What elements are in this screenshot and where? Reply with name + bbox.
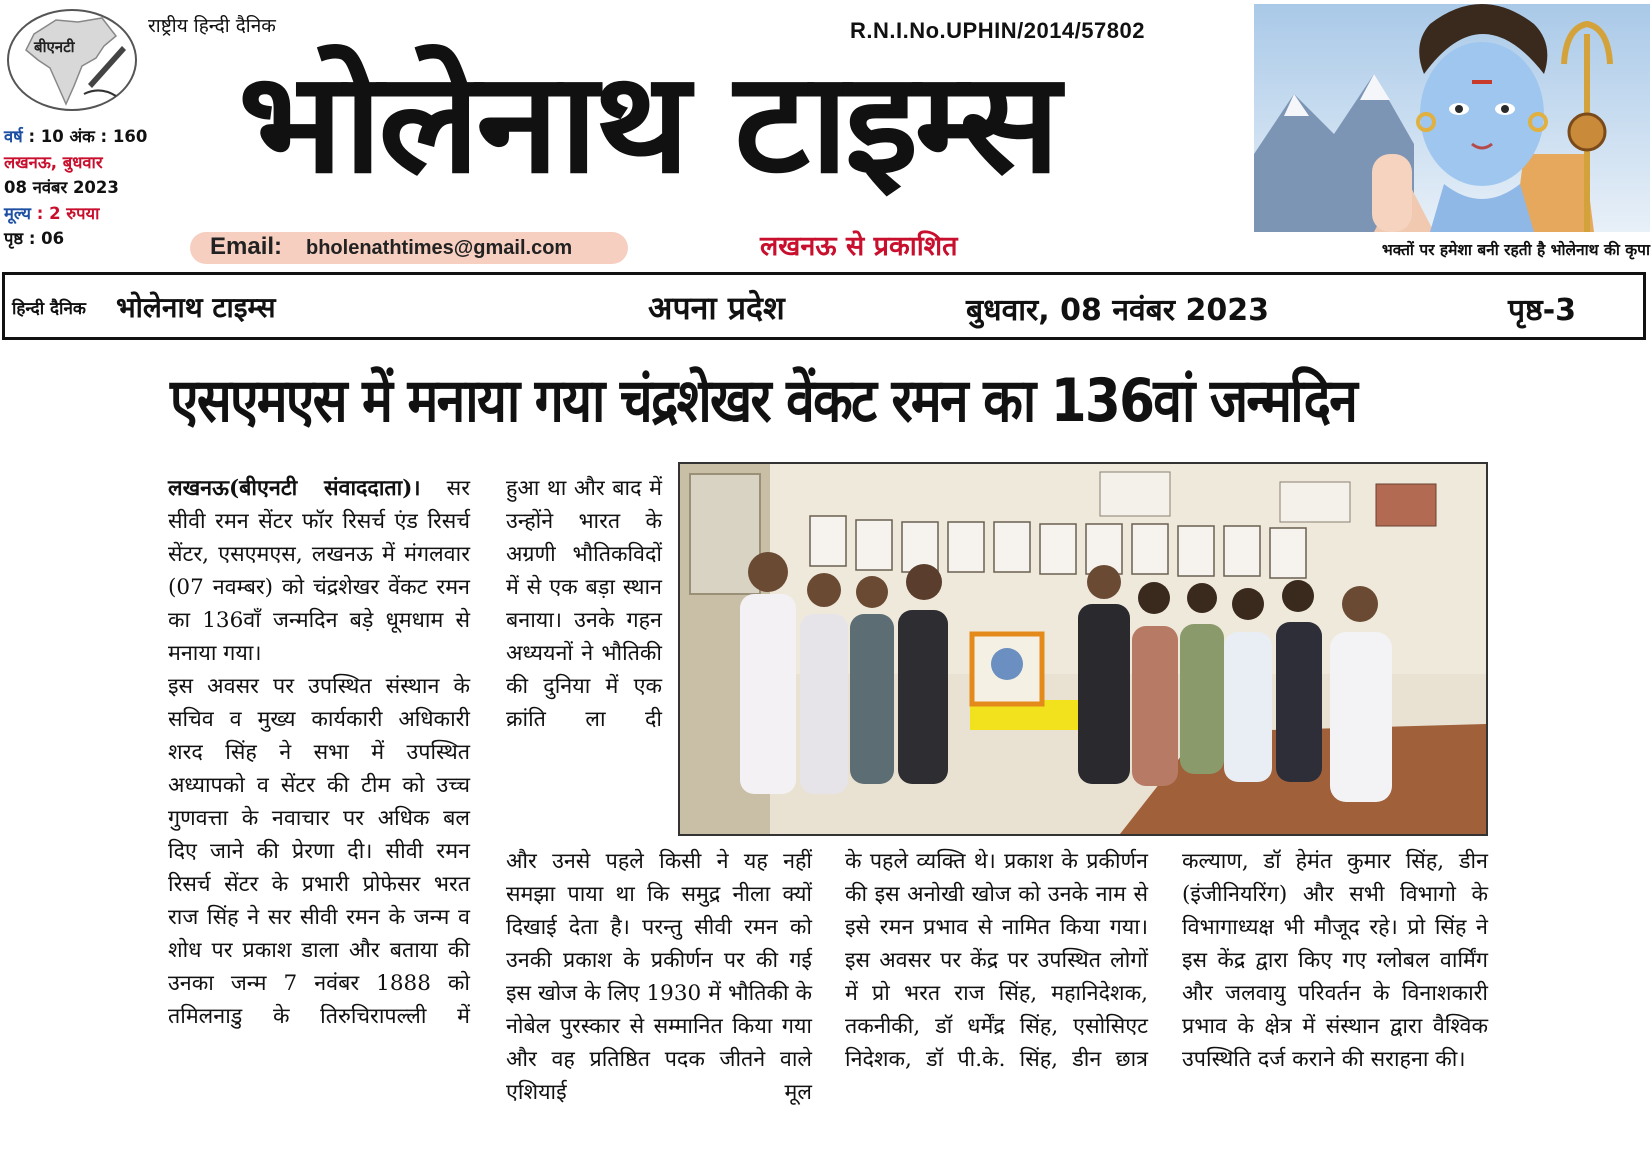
issue-date: 08 नवंबर 2023 bbox=[4, 178, 119, 197]
folio-paper-name: भोलेनाथ टाइम्स bbox=[116, 291, 276, 324]
dateline: लखनऊ(बीएनटी संवाददाता)। bbox=[168, 476, 421, 501]
deity-image bbox=[1254, 4, 1650, 232]
folio-section: अपना प्रदेश bbox=[648, 289, 785, 327]
logo-text: बीएनटी bbox=[34, 38, 75, 56]
event-photo bbox=[678, 462, 1488, 836]
article-paragraph bbox=[168, 472, 470, 670]
price-value: : 2 रुपया bbox=[36, 203, 100, 223]
volume-value: : 10 अंक : 160 bbox=[28, 127, 148, 146]
article-headline: एसएमएस में मनाया गया चंद्रशेखर वेंकट रमन का 136वां जन्मदिन bbox=[170, 366, 1357, 436]
paragraph-text: सर सीवी रमन सेंटर फॉर रिसर्च एंड रिसर्च सेंटर, एसएमएस, लखनऊ में मंगलवार (07 नवम्बर) को चंद्रशेखर वेंकट रमन का 136वाँ जन्मदिन बड़े धूमधाम से मनाया गया। bbox=[168, 476, 470, 666]
masthead-tagline: राष्ट्रीय हिन्दी दैनिक bbox=[148, 15, 276, 37]
article-paragraph: इस अवसर पर उपस्थित संस्थान के सचिव व मुख्य कार्यकारी अधिकारी शरद सिंह ने सभा में उपस्थित अध्यापको व सेंटर की टीम को उच्च गुणवत्ता के नवाचार पर अधिक बल दिए जाने की प्रेरणा दी। सीवी रमन रिसर्च सेंटर के प्रभारी प्रोफेसर भरत राज सिंह ने सर सीवी रमन के जन्म व शोध पर प्रकाश डाला और बताया की उनका जन्म 7 नवंबर 1888 को तमिलनाडु के तिरुचिरापल्ली में bbox=[168, 674, 470, 1029]
volume-label: वर्ष bbox=[4, 127, 23, 146]
article-column-3: और उनसे पहले किसी ने यह नहीं समझा पाया था कि समुद्र नीला क्यों दिखाई देता है। परन्तु सीवी रमन को उनकी प्रकाश के प्रकीर्णन पर की गई इस खोज के लिए 1930 में भौतिकी के नोबेल पुरस्कार से सम्मानित किया गया और वह प्रतिष्ठित पदक जीतने वाले एशियाई मूल bbox=[506, 849, 812, 1105]
volume-line bbox=[4, 124, 147, 150]
folio-date: बुधवार, 08 नवंबर 2023 bbox=[966, 293, 1270, 328]
price-label: मूल्य bbox=[4, 203, 31, 223]
image-caption: भक्तों पर हमेशा बनी रहती है भोलेनाथ की कृपा bbox=[1381, 241, 1650, 259]
rni-number: R.N.I.No.UPHIN/2014/57802 bbox=[850, 18, 1145, 43]
article-column-4: के पहले व्यक्ति थे। प्रकाश के प्रकीर्णन की इस अनोखी खोज को उनके नाम से इसे रमन प्रभाव से नामित किया गया। इस अवसर पर केंद्र पर उपस्थित लोगों में प्रो भरत राज सिंह, महानिदेशक, तकनीकी, डॉ धर्मेंद्र सिंह, एसोसिएट निदेशक, डॉ पी.के. सिंह, डीन छात्र bbox=[845, 849, 1148, 1072]
email-label: Email: bbox=[210, 233, 283, 260]
newspaper-logo bbox=[4, 6, 140, 114]
article-column-1 bbox=[168, 472, 470, 1033]
published-from: लखनऊ से प्रकाशित bbox=[760, 231, 958, 262]
issue-meta bbox=[4, 124, 147, 252]
page-count: पृष्ठ : 06 bbox=[4, 229, 65, 248]
article-column-5 bbox=[1182, 845, 1488, 1076]
article-column-2: हुआ था और बाद में उन्होंने भारत के अग्रणी भौतिकविदों में से एक बड़ा स्थान बनाया। उनके गहन अध्ययनों ने भौतिकी की दुनिया में एक क्रांति ला दी bbox=[506, 476, 662, 732]
folio-paper-kind: हिन्दी दैनिक bbox=[12, 299, 86, 319]
email-address[interactable]: bholenathtimes@gmail.com bbox=[306, 237, 573, 259]
city-day: लखनऊ, बुधवार bbox=[4, 152, 103, 172]
folio-page-number: पृष्ठ-3 bbox=[1508, 293, 1577, 328]
price-line bbox=[4, 201, 147, 227]
article-paragraph: कल्याण, डॉ हेमंत कुमार सिंह, डीन (इंजीनियरिंग) और सभी विभागो के विभागाध्यक्ष भी मौजूद रहे। प्रो सिंह ने इस केंद्र द्वारा किए गए ग्लोबल वार्मिंग और जलवायु परिवर्तन के विनाशकारी प्रभाव के क्षेत्र में संस्थान द्वारा वैश्विक उपस्थिति दर्ज कराने की सराहना की। bbox=[1182, 849, 1488, 1072]
paper-title: भोलेनाथ टाइम्स bbox=[238, 42, 1057, 205]
